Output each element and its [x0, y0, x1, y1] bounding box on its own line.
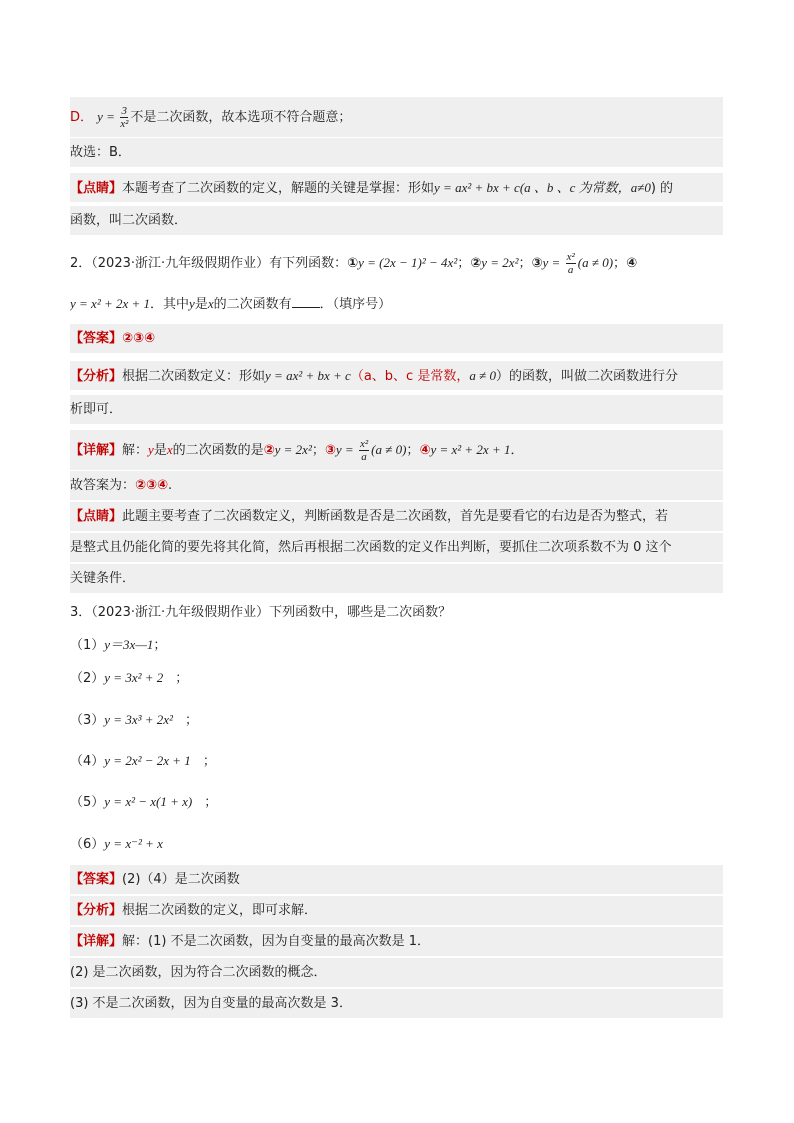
q2-detail-line [70, 430, 723, 470]
q3-item-2 [70, 663, 723, 692]
item-end: ； [175, 671, 189, 686]
q2-stem-c: 是 [194, 297, 208, 312]
q2-answer-line [70, 324, 723, 353]
q2-analysis-cond: a ≠ 0 [469, 368, 496, 383]
q2-detail-formula-3-lhs: y = [335, 442, 357, 457]
note-tag: 【点睛】 [70, 181, 123, 196]
item-formula: y = 2x² − 2x + 1 [104, 753, 191, 768]
item-formula: y = 3x³ + 2x² [104, 712, 173, 727]
option-d-fraction [120, 105, 128, 130]
item-formula: y = 3x² + 2 [104, 670, 164, 685]
fraction-denominator: a [567, 264, 574, 276]
q3-stem-line [70, 598, 723, 627]
q2-detail-marker-4: ④ [419, 443, 431, 458]
q3-detail-line3-text: (3) 不是二次函数，因为自变量的最高次数是 3． [70, 996, 352, 1011]
item-label: （3） [70, 713, 105, 728]
q3-detail-line2-text: (2) 是二次函数，因为符合二次函数的概念． [70, 965, 327, 980]
fraction-denominator: a [361, 451, 367, 463]
answer-tag: 【答案】 [70, 872, 123, 887]
note1-text-b: (a 、b 、c 为常数， [519, 180, 631, 195]
q2-note-line2 [70, 533, 723, 562]
option-d-prefix: D． [70, 110, 94, 125]
q3-analysis-line [70, 896, 723, 925]
item-formula: y = x⁻² + x [104, 836, 163, 851]
fraction-denominator: x² [120, 118, 129, 130]
q2-final-text: 故答案为： [70, 478, 136, 493]
separator: ； [311, 443, 325, 458]
q2-stem-line2 [70, 289, 723, 318]
q2-detail-var-y: y [148, 442, 154, 457]
note1-line1 [70, 173, 723, 202]
period: ． [510, 443, 524, 458]
q2-formula-2: y = 2x² [481, 255, 519, 270]
q2-answer-value: ②③④ [122, 331, 156, 346]
item-formula: y＝3x—1 [104, 637, 154, 652]
fraction-numerator: x² [566, 251, 575, 263]
q2-detail-text-a: 解： [122, 443, 149, 458]
q2-stem-e: ．（填序号） [319, 297, 392, 312]
q3-detail-line1-text: 解：(1) 不是二次函数，因为自变量的最高次数是 1． [122, 934, 430, 949]
item-label: （2） [70, 671, 105, 686]
separator: ； [406, 443, 420, 458]
item-label: （6） [70, 837, 105, 852]
item-label: （4） [70, 754, 105, 769]
q2-analysis-formula: y = ax² + bx + c [265, 368, 351, 383]
detail-tag: 【详解】 [70, 443, 123, 458]
q2-final-value: ②③④ [135, 478, 169, 493]
option-d-formula-lhs: y = [97, 109, 119, 124]
q2-detail-formula-3-cond: (a ≠ 0) [371, 442, 407, 457]
separator: ； [613, 256, 627, 271]
note1-formula: y = ax² + bx + c [434, 180, 520, 195]
q2-formula-3-lhs: y = [542, 255, 564, 270]
q3-item-3 [70, 705, 723, 734]
q2-analysis-text-a: 根据二次函数定义：形如 [122, 369, 266, 384]
item-end: ； [153, 638, 167, 653]
q2-formula-3-cond: (a ≠ 0) [577, 255, 614, 270]
q3-item-1 [70, 630, 723, 659]
q2-var-x: x [207, 296, 214, 311]
fraction-numerator: x² [359, 438, 369, 450]
analysis-tag: 【分析】 [70, 369, 123, 384]
separator: ； [518, 256, 532, 271]
q2-analysis-line2 [70, 395, 723, 424]
item-end: ； [202, 754, 216, 769]
q3-analysis-text: 根据二次函数的定义，即可求解． [122, 903, 318, 918]
item-end: ； [204, 795, 218, 810]
q2-marker-3: ③ [531, 256, 543, 271]
item-label: （1） [70, 638, 105, 653]
q2-note-line3 [70, 564, 723, 593]
q2-analysis-line1 [70, 361, 723, 390]
q2-note-line1-text: 此题主要考查了二次函数定义，判断函数是否是二次函数，首先是要看它的右边是否为整式，若 [122, 509, 669, 524]
choice-text: 故选：B． [70, 145, 131, 160]
note1-text-c: ) 的 [650, 181, 674, 196]
q3-detail-line3 [70, 989, 723, 1018]
q2-stem-d: 的二次函数有 [213, 297, 292, 312]
q2-analysis-text-c: ）的函数，叫做二次函数进行分 [495, 369, 678, 384]
q2-note-line3-text: 关键条件． [70, 571, 136, 586]
answer-blank[interactable] [292, 295, 320, 308]
q2-var-y: y [189, 296, 195, 311]
q2-stem-a: 2．（2023·浙江·九年级假期作业）有下列函数： [70, 256, 348, 271]
q2-note-line2-text: 是整式且仍能化简的要先将其化简，然后再根据二次函数的定义作出判断，要抓住二次项系数不为 0 这个 [70, 540, 672, 555]
q3-answer-value: (2)（4）是二次函数 [122, 872, 240, 887]
q3-item-4 [70, 746, 723, 775]
item-end: ； [184, 713, 198, 728]
q3-answer-line [70, 865, 723, 894]
q2-analysis-text-b: （a、b、c 是常数， [350, 369, 470, 384]
q2-final-line [70, 471, 723, 500]
q2-detail-text-b: 是 [153, 443, 167, 458]
q2-note-line1 [70, 502, 723, 531]
item-formula: y = x² − x(1 + x) [104, 794, 193, 809]
note1-text-a: 本题考查了二次函数的定义，解题的关键是掌握：形如 [122, 181, 435, 196]
q2-detail-var-x: x [166, 442, 173, 457]
note1-condition: a≠0 [630, 180, 651, 195]
period: . [168, 478, 173, 493]
q2-formula-3-fraction [566, 251, 576, 276]
q3-detail-line1 [70, 927, 723, 956]
q2-detail-marker-3: ③ [324, 443, 336, 458]
option-d-line [70, 97, 723, 137]
q2-analysis-text-d: 析即可． [70, 402, 123, 417]
note1-text-d: 函数，叫二次函数． [70, 213, 188, 228]
q2-marker-1: ① [347, 256, 359, 271]
answer-tag: 【答案】 [70, 331, 123, 346]
q2-detail-text-c: 的二次函数的是 [172, 443, 264, 458]
q2-stem-line1 [70, 246, 723, 280]
q3-stem: 3．（2023·浙江·九年级假期作业）下列函数中，哪些是二次函数？ [70, 605, 452, 620]
analysis-tag: 【分析】 [70, 903, 123, 918]
q2-detail-formula-4: y = x² + 2x + 1 [430, 442, 511, 457]
note1-line2 [70, 206, 723, 235]
q2-detail-marker-2: ② [263, 443, 275, 458]
q2-marker-2: ② [470, 256, 482, 271]
choice-line [70, 138, 723, 167]
detail-tag: 【详解】 [70, 934, 123, 949]
separator: ； [457, 256, 471, 271]
item-label: （5） [70, 795, 105, 810]
fraction-numerator: 3 [121, 105, 128, 117]
q2-formula-1: y = (2x − 1)² − 4x² [358, 255, 458, 270]
q3-detail-line2 [70, 958, 723, 987]
note-tag: 【点睛】 [70, 509, 123, 524]
q3-item-6 [70, 829, 723, 858]
q2-marker-4: ④ [626, 256, 638, 271]
q2-detail-formula-2: y = 2x² [274, 442, 312, 457]
option-d-text: 不是二次函数，故本选项不符合题意； [130, 110, 352, 125]
q2-stem-b: ．其中 [150, 297, 190, 312]
q2-formula-4: y = x² + 2x + 1 [70, 296, 151, 311]
q2-detail-fraction [359, 438, 369, 463]
q3-item-5 [70, 787, 723, 816]
